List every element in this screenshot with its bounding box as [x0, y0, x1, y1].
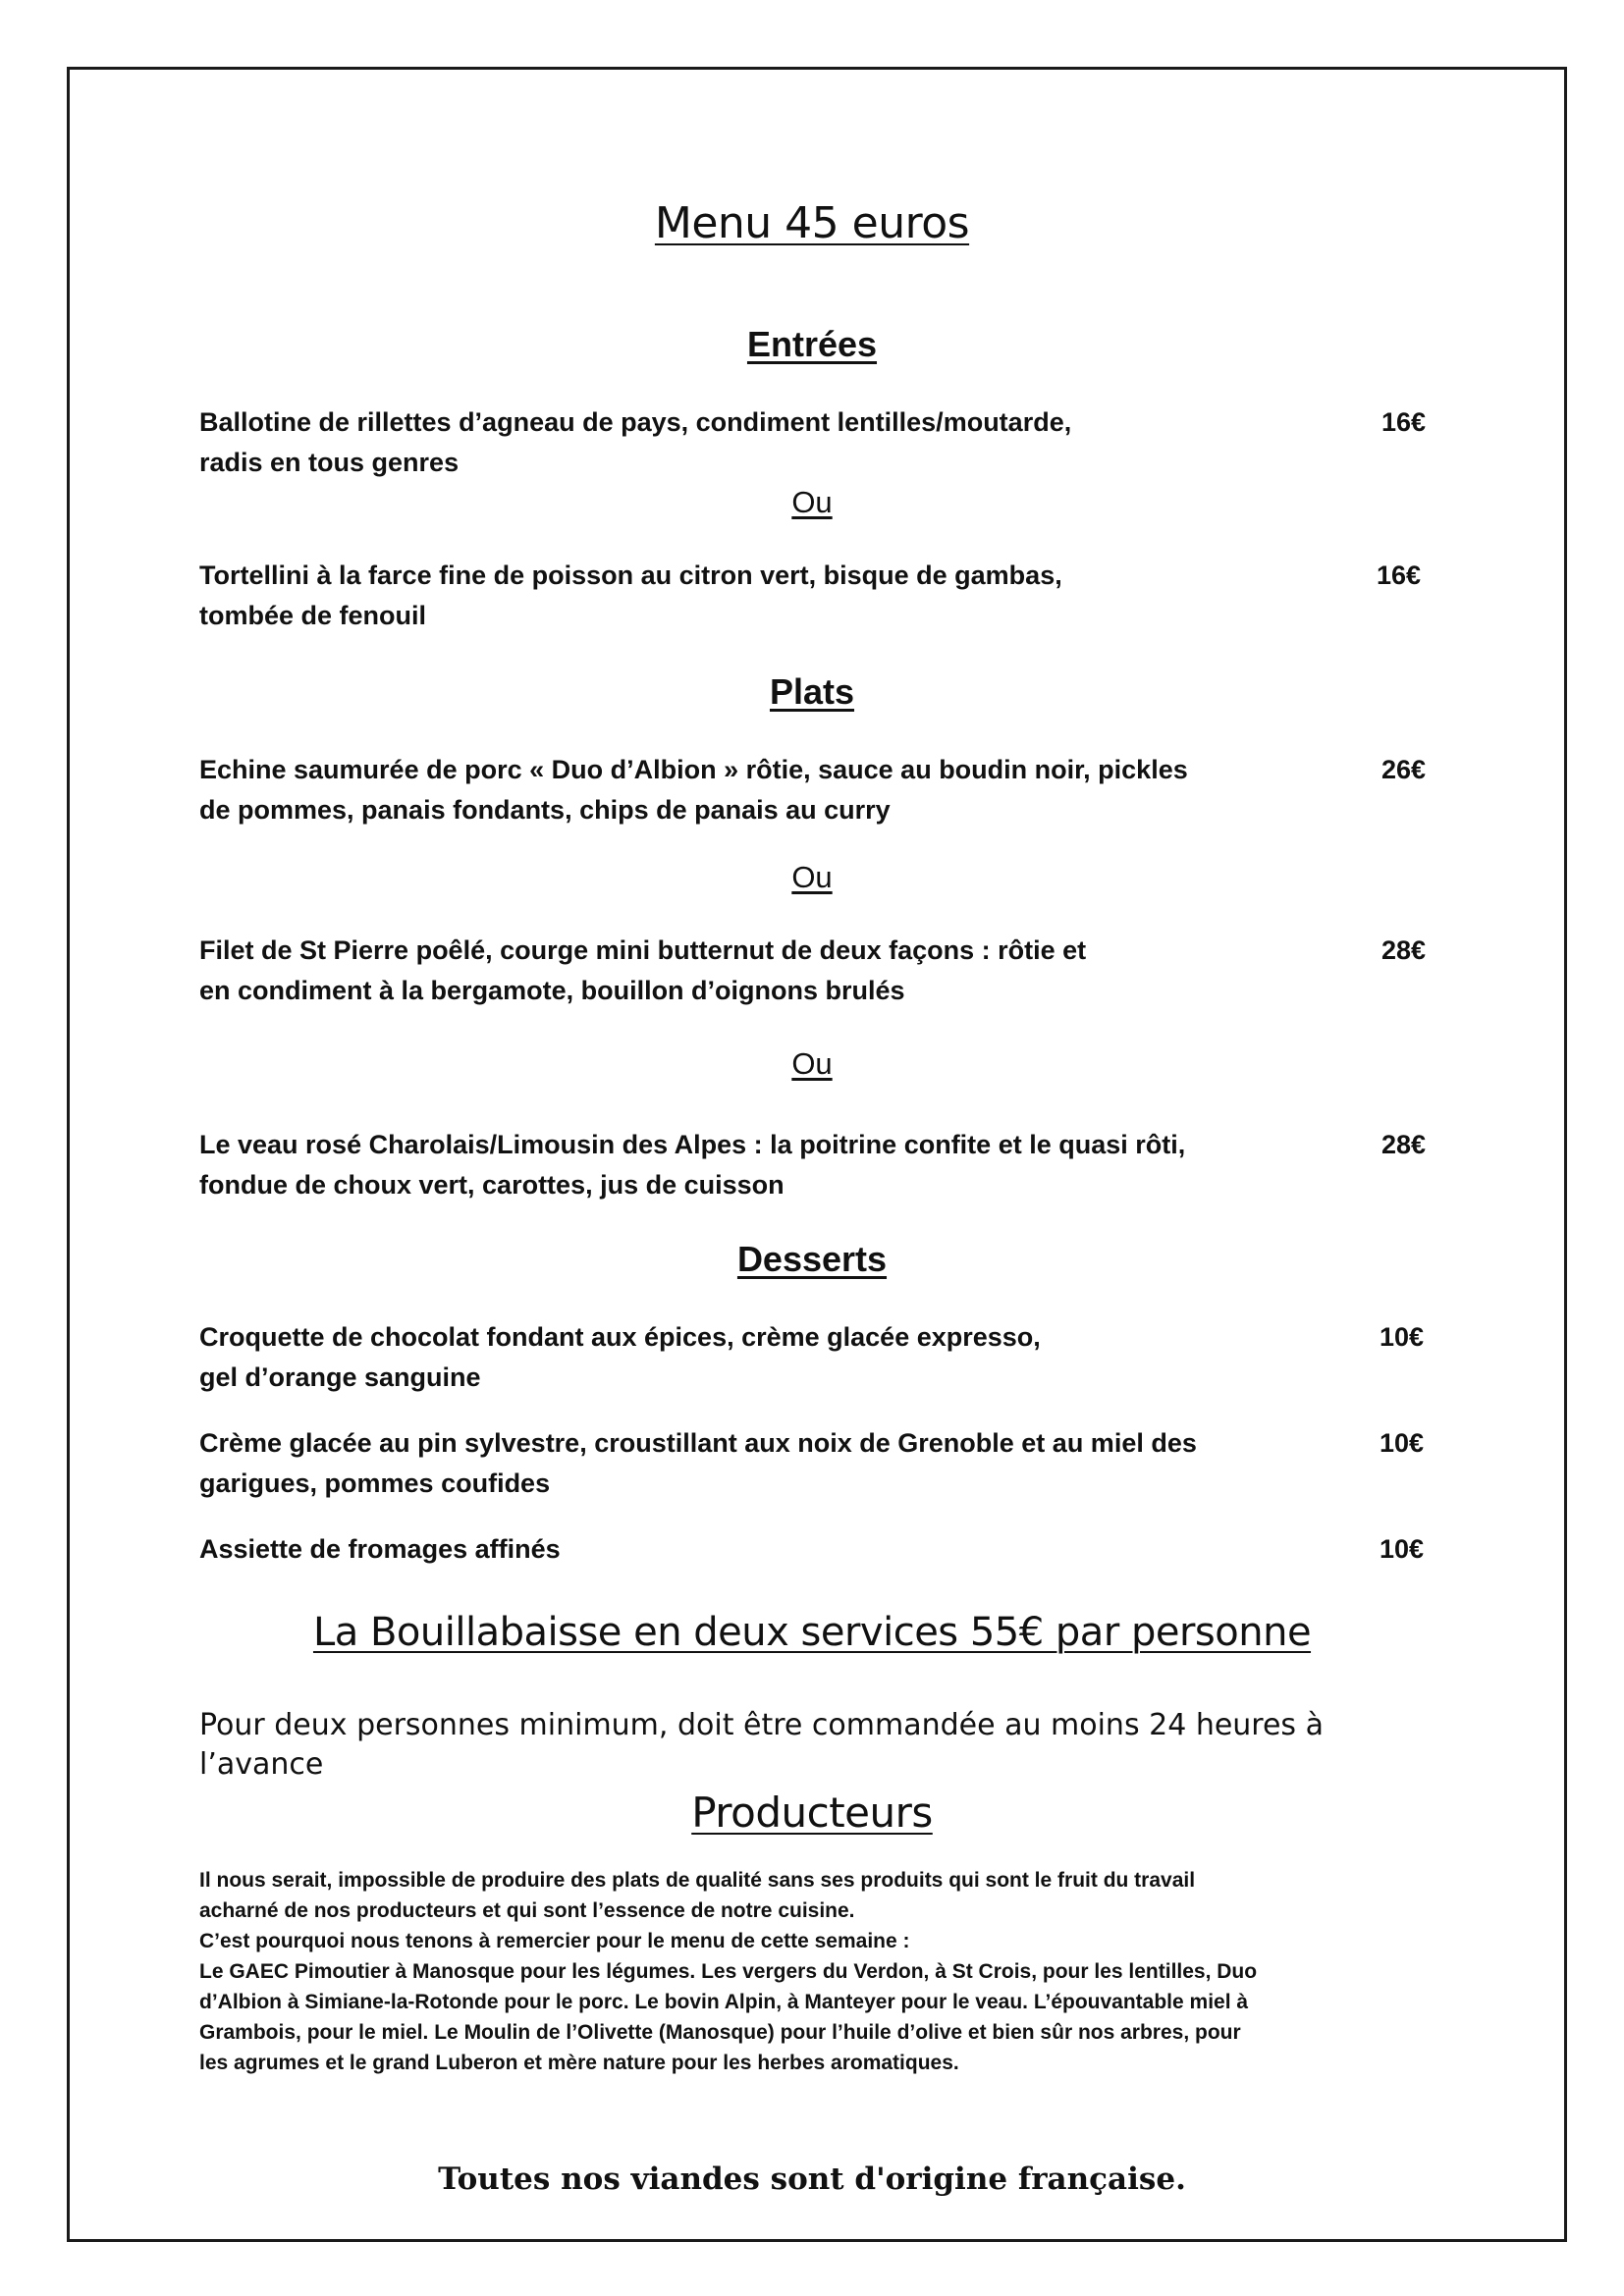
producteurs-paragraph-1: Il nous serait, impossible de produire des plats de qualité sans ses produits qui sont le fruit du travail acharné de nos producteurs et qui sont l’essence de notre cuisine.	[199, 1869, 1196, 1922]
dish-dessert-1: Croquette de chocolat fondant aux épices, crème glacée expresso, gel d’orange sanguine	[199, 1322, 1041, 1392]
dish-entree-2: Tortellini à la farce fine de poisson au citron vert, bisque de gambas, tombée de fenouil	[199, 561, 1062, 630]
bouillabaisse-note: Pour deux personnes minimum, doit être commandée au moins 24 heures à l’avance	[199, 1708, 1324, 1782]
dish-plat-1: Echine saumurée de porc « Duo d’Albion » rôtie, sauce au boudin noir, pickles de pommes, panais fondants, chips de panais au curry	[199, 755, 1188, 825]
separator-ou-2: Ou	[791, 860, 833, 894]
dish-entree-1: Ballotine de rillettes d’agneau de pays, condiment lentilles/moutarde, radis en tous genres	[199, 407, 1072, 477]
separator-ou-1: Ou	[791, 485, 833, 519]
producteurs-text	[199, 1865, 1436, 2078]
separator-ou-3: Ou	[791, 1046, 833, 1081]
dish-plat-3: Le veau rosé Charolais/Limousin des Alpes : la poitrine confite et le quasi rôti, fondue de choux vert, carottes, jus de cuisson	[199, 1130, 1186, 1200]
price-entree-1: 16€	[1381, 407, 1427, 437]
price-dessert-1: 10€	[1380, 1322, 1425, 1352]
producteurs-title: Producteurs	[691, 1789, 933, 1837]
section-entrees-heading: Entrées	[746, 324, 878, 364]
price-entree-2: 16€	[1377, 561, 1422, 590]
dish-plat-2: Filet de St Pierre poêlé, courge mini butternut de deux façons : rôtie et en condiment à la bergamote, bouillon d’oignons brulés	[199, 935, 1087, 1005]
dish-dessert-2: Crème glacée au pin sylvestre, croustillant aux noix de Grenoble et au miel des garigues, pommes coufides	[199, 1428, 1197, 1498]
footer-note: Toutes nos viandes sont d'origine française.	[438, 2162, 1186, 2197]
menu-title: Menu 45 euros	[654, 198, 970, 248]
price-plat-2: 28€	[1381, 935, 1427, 965]
section-desserts-heading: Desserts	[736, 1239, 888, 1279]
section-plats-heading: Plats	[769, 671, 855, 712]
producteurs-paragraph-2: C’est pourquoi nous tenons à remercier pour le menu de cette semaine :	[199, 1930, 910, 1952]
price-plat-1: 26€	[1381, 755, 1427, 784]
price-dessert-2: 10€	[1380, 1428, 1425, 1458]
price-dessert-3: 10€	[1380, 1534, 1425, 1564]
dish-dessert-3: Assiette de fromages affinés	[199, 1534, 561, 1564]
producteurs-paragraph-3: Le GAEC Pimoutier à Manosque pour les légumes. Les vergers du Verdon, à St Crois, pour les lentilles, Duo d’Albion à Simiane-la-Rotonde pour le porc. Le bovin Alpin, à Manteyer pour le veau. L’épouvantable miel à Grambois, pour le miel. Le Moulin de l’Olivette (Manosque) pour l’huile d’olive et bien sûr nos arbres, pour les agrumes et le grand Luberon et mère nature pour les herbes aromatiques.	[199, 1960, 1258, 2074]
bouillabaisse-title: La Bouillabaisse en deux services 55€ par personne	[312, 1610, 1312, 1655]
price-plat-3: 28€	[1381, 1130, 1427, 1159]
